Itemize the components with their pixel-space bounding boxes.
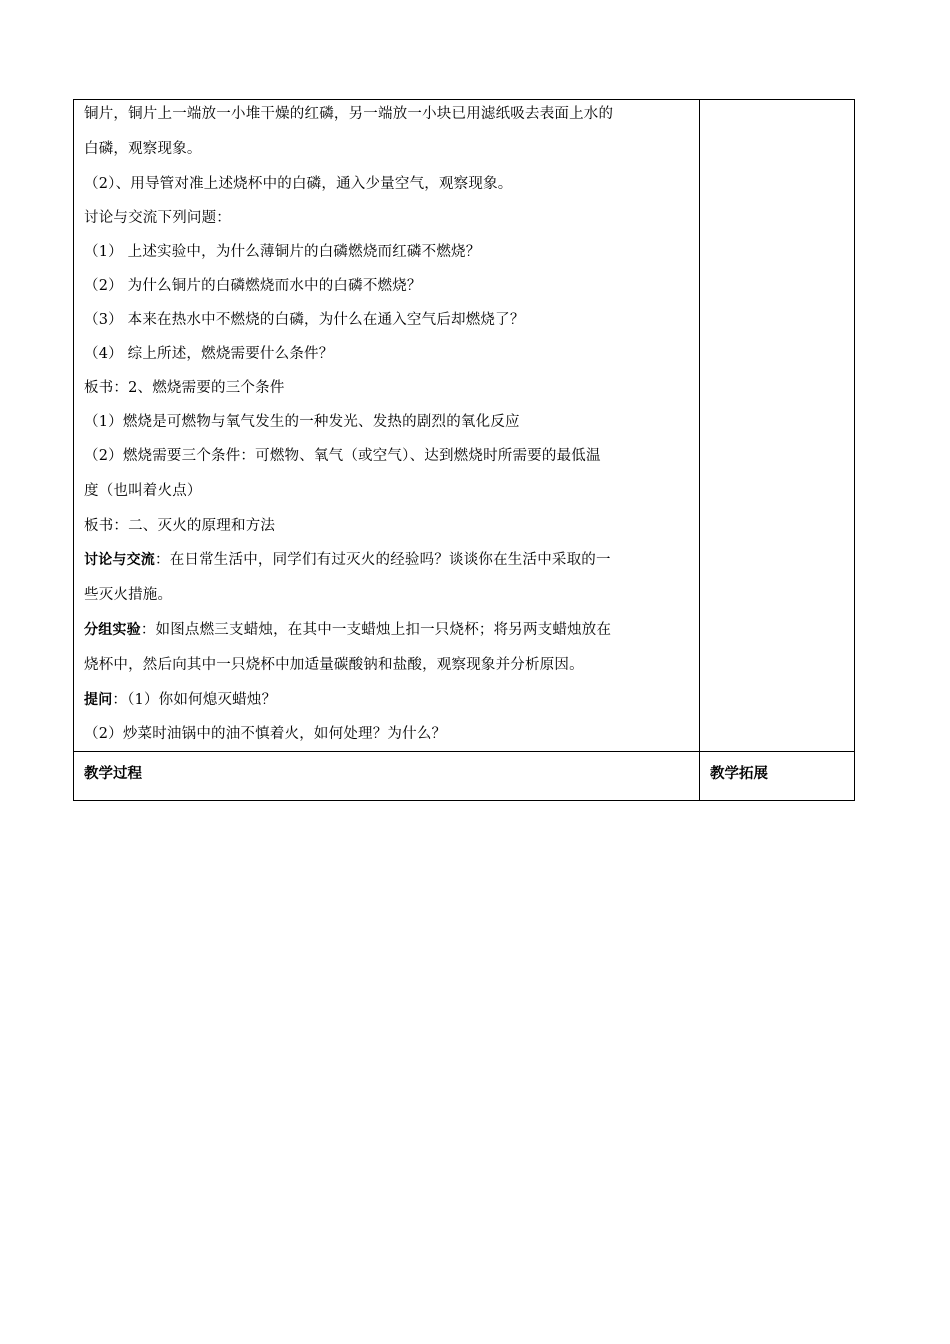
text-line: （4） 综上所述，燃烧需要什么条件？ [84,346,334,362]
text-line: 铜片，铜片上一端放一小堆干燥的红磷，另一端放一小块已用滤纸吸去表面上水的 [84,106,614,122]
discussion-label: 讨论与交流 [84,552,155,568]
text-line: 白磷，观察现象。 [84,141,202,157]
text-line: 讨论与交流：在日常生活中，同学们有过灭火的经验吗？谈谈你在生活中采取的一 [84,552,611,568]
content-cell [74,100,700,752]
text-line: （2）燃烧需要三个条件：可燃物、氧气（或空气）、达到燃烧时所需要的最低温 [84,448,601,464]
extension-header-cell [700,752,855,801]
process-header: 教学过程 [84,765,142,782]
content-row [74,100,855,752]
text-line: 烧杯中，然后向其中一只烧杯中加适量碳酸钠和盐酸，观察现象并分析原因。 [84,657,584,673]
text-line: （2）、用导管对准上述烧杯中的白磷，通入少量空气，观察现象。 [84,176,513,192]
text-line: 讨论与交流下列问题： [84,210,231,226]
text-line: （2） 为什么铜片的白磷燃烧而水中的白磷不燃烧？ [84,278,422,294]
text-line: 板书：二、灭火的原理和方法 [84,518,276,534]
header-row [74,752,855,801]
text-line: 些灭火措施。 [84,587,173,603]
extension-header: 教学拓展 [710,765,768,782]
text-line: （1） 上述实验中，为什么薄铜片的白磷燃烧而红磷不燃烧？ [84,244,481,260]
text-line: 度（也叫着火点） [84,483,202,499]
question-label: 提问 [84,692,113,708]
process-header-cell [74,752,700,801]
text-line: （2）炒菜时油锅中的油不慎着火，如何处理？为什么？ [84,726,447,742]
text-line: （1）燃烧是可燃物与氧气发生的一种发光、发热的剧烈的氧化反应 [84,414,520,430]
text-line: 分组实验：如图点燃三支蜡烛，在其中一支蜡烛上扣一只烧杯；将另两支蜡烛放在 [84,622,612,638]
side-cell [700,100,855,752]
experiment-label: 分组实验 [84,622,141,638]
text-line: （3） 本来在热水中不燃烧的白磷，为什么在通入空气后却燃烧了？ [84,312,525,328]
text-line: 板书：2、燃烧需要的三个条件 [84,380,285,396]
lesson-table [73,99,855,801]
text-line: 提问：（1）你如何熄灭蜡烛？ [84,692,277,708]
